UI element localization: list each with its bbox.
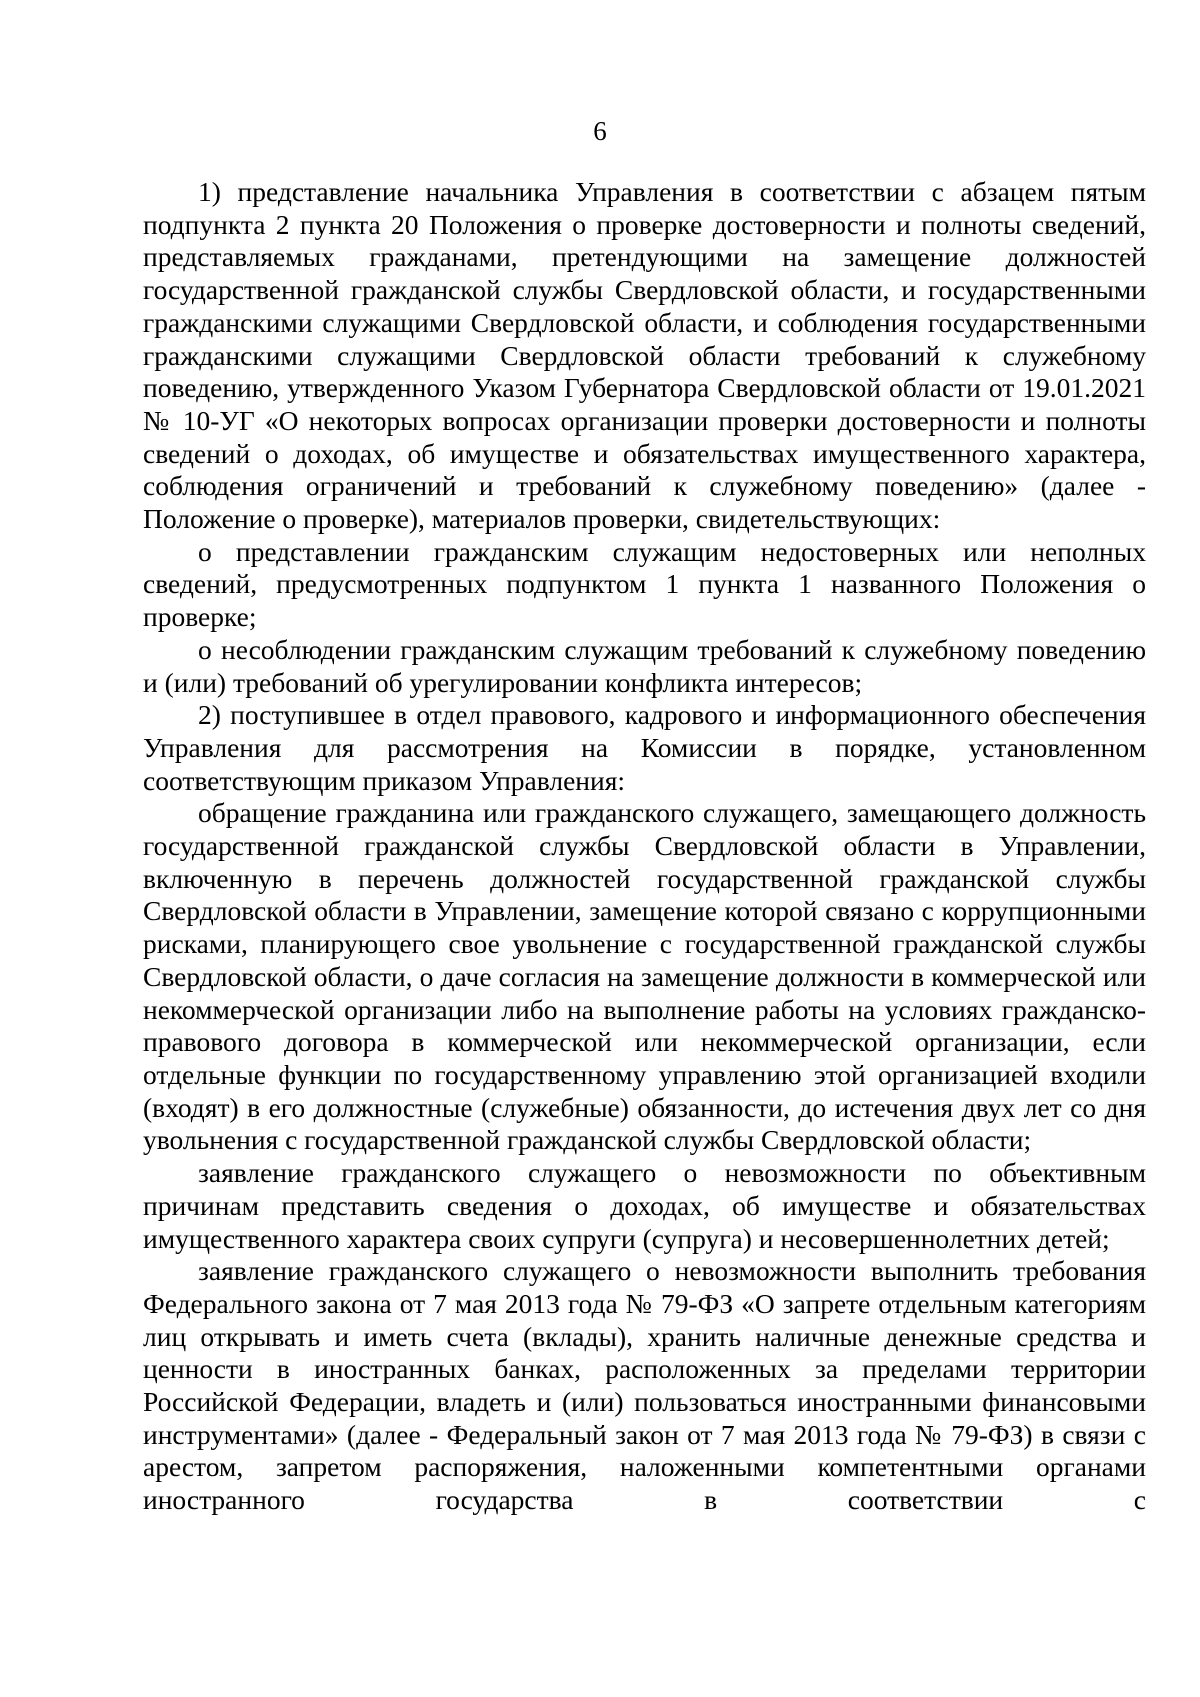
paragraph-item-1-2: о несоблюдении гражданским служащим требований к служебному поведению и (или) требований об урегулировании конфликта интересов; bbox=[143, 633, 1146, 698]
paragraph-item-2: 2) поступившее в отдел правового, кадрового и информационного обеспечения Управления для рассмотрения на Комиссии в порядке, установленном соответствующим приказом Управления: bbox=[143, 699, 1146, 796]
page-number: 6 bbox=[593, 116, 607, 146]
paragraph-item-2-3: заявление гражданского служащего о невозможности выполнить требования Федерального закона от 7 мая 2013 года № 79-ФЗ «О запрете отдельным категориям лиц открывать и иметь счета (вклады), хранить наличные денежные средства и ценности в иностранных банках, расположенных за пределами территории Российской Федерации, владеть и (или) пользоваться иностранными финансовыми инструментами» (далее - Федеральный закон от 7 мая 2013 года № 79-ФЗ) в связи с арестом, запретом распоряжения, наложенными компетентными органами иностранного государства в соответствии с bbox=[143, 1255, 1146, 1516]
paragraph-item-2-2: заявление гражданского служащего о невозможности по объективным причинам представить сведения о доходах, об имуществе и обязательствах имущественного характера своих супруги (супруга) и несовершеннолетних детей; bbox=[143, 1157, 1146, 1254]
paragraph-item-1: 1) представление начальника Управления в соответствии с абзацем пятым подпункта 2 пункта 20 Положения о проверке достоверности и полноты сведений, представляемых гражданами, претендующими на замещение должностей государственной гражданской службы Свердловской области, и государственными гражданскими служащими Свердловской области, и соблюдения государственными гражданскими служащими Свердловской области требований к служебному поведению, утвержденного Указом Губернатора Свердловской области от 19.01.2021 № 10-УГ «О некоторых вопросах организации проверки достоверности и полноты сведений о доходах, об имуществе и обязательствах имущественного характера, соблюдения ограничений и требований к служебному поведению» (далее - Положение о проверке), материалов проверки, свидетельствующих: bbox=[143, 176, 1146, 535]
paragraph-item-2-1: обращение гражданина или гражданского служащего, замещающего должность государственной гражданской службы Свердловской области в Управлении, включенную в перечень должностей государственной гражданской службы Свердловской области в Управлении, замещение которой связано с коррупционными рисками, планирующего свое увольнение с государственной гражданской службы Свердловской области, о даче согласия на замещение должности в коммерческой или некоммерческой организации либо на выполнение работы на условиях гражданско-правового договора в коммерческой или некоммерческой организации, если отдельные функции по государственному управлению этой организацией входили (входят) в его должностные (служебные) обязанности, до истечения двух лет со дня увольнения с государственной гражданской службы Свердловской области; bbox=[143, 797, 1146, 1156]
paragraph-item-1-1: о представлении гражданским служащим недостоверных или неполных сведений, предусмотренных подпунктом 1 пункта 1 названного Положения о проверке; bbox=[143, 535, 1146, 633]
document-body bbox=[143, 176, 1146, 1517]
